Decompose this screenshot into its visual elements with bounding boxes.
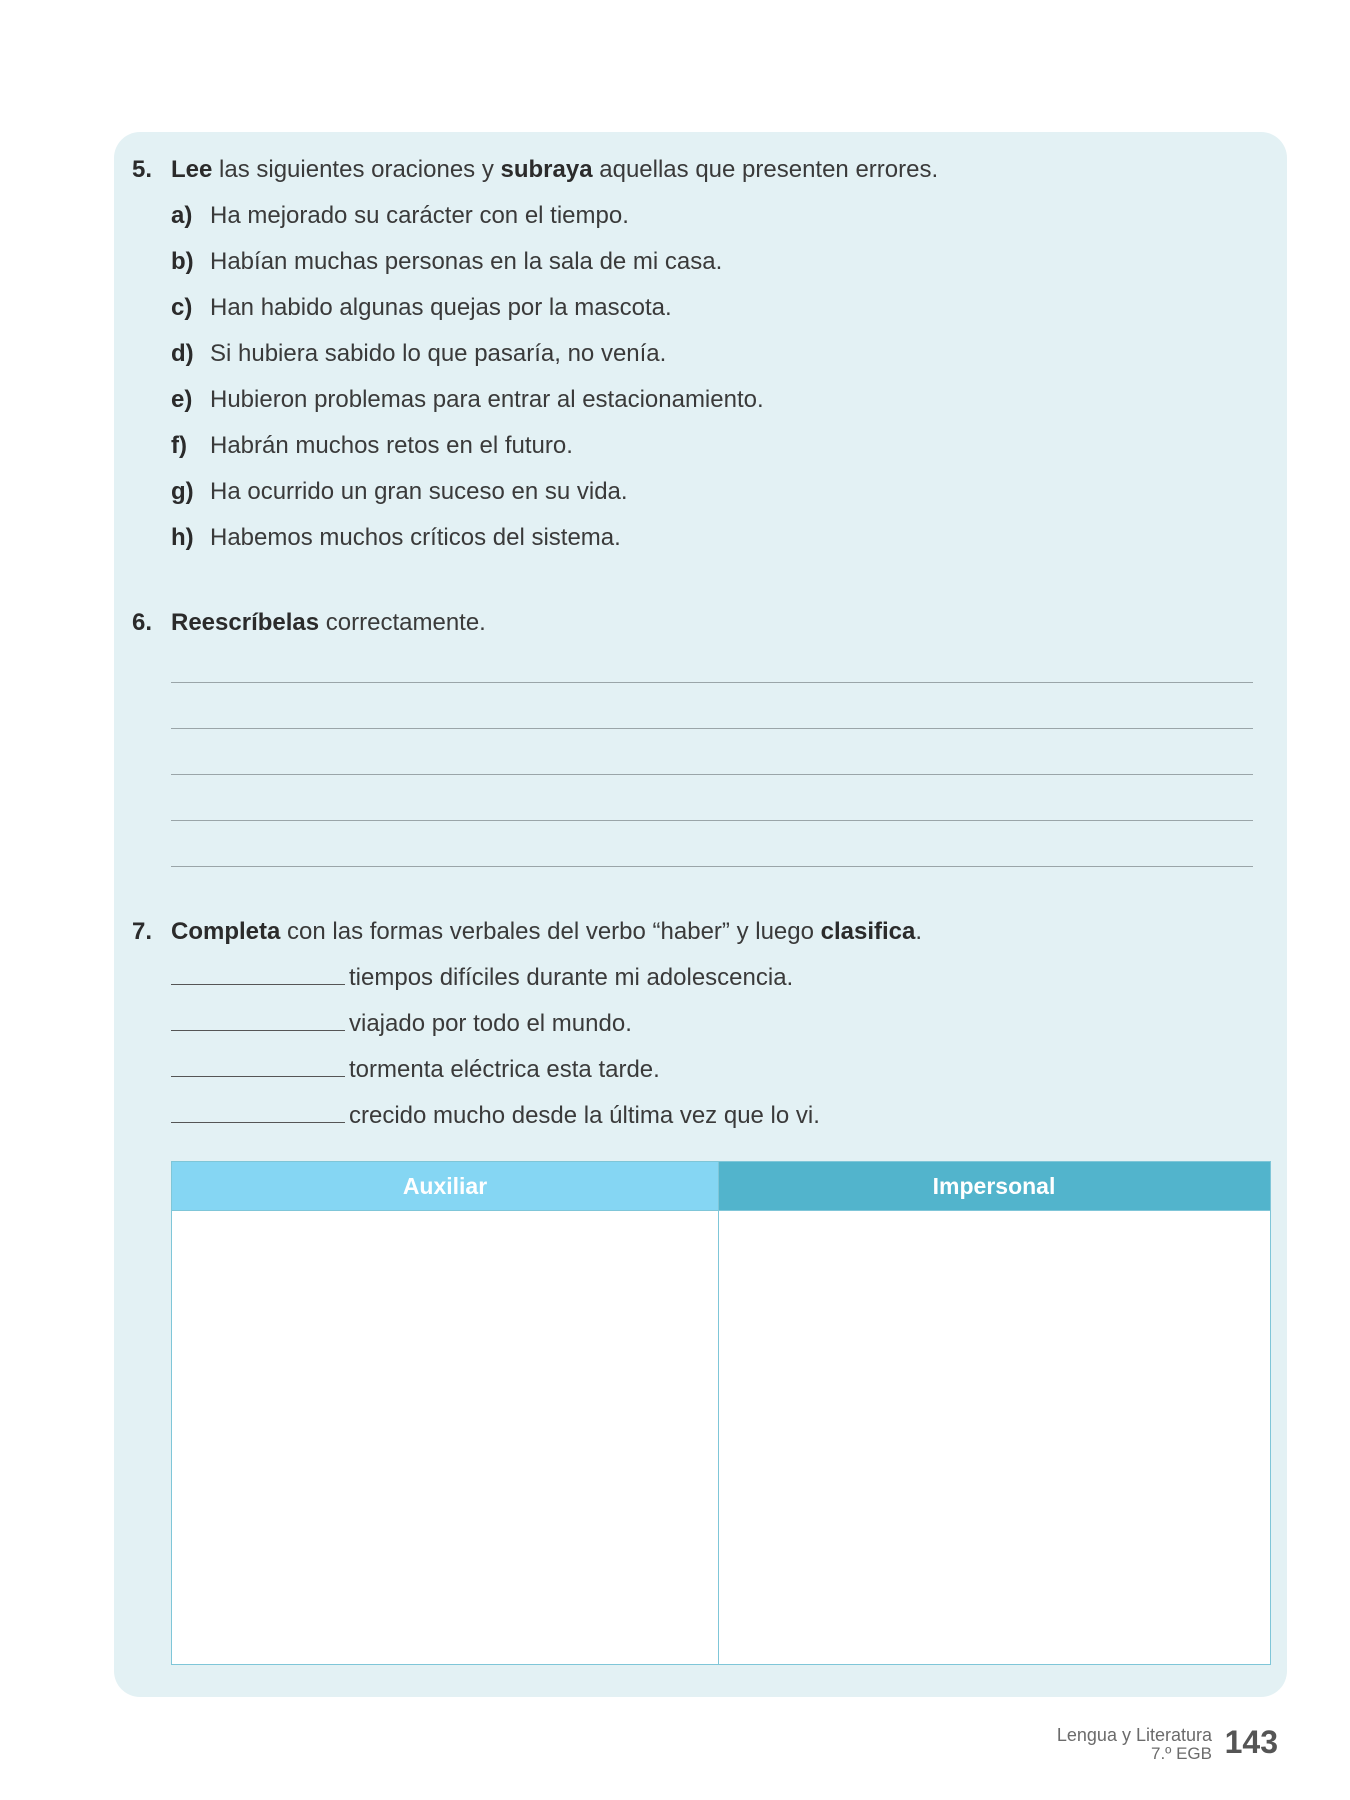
subject-label: Lengua y Literatura <box>1056 1725 1212 1745</box>
writing-line[interactable] <box>171 866 1253 867</box>
intro-segment: las siguientes oraciones y <box>212 156 501 183</box>
item-text: Habemos muchos críticos del sistema. <box>210 524 621 551</box>
list-item <box>171 385 764 415</box>
intro-segment: . <box>915 918 923 945</box>
list-item <box>171 523 621 553</box>
item-letter: b) <box>171 248 194 275</box>
item-text: Ha mejorado su carácter con el tiempo. <box>210 202 629 229</box>
item-letter: g) <box>171 478 194 505</box>
item-text: Han habido algunas quejas por la mascota. <box>210 294 672 321</box>
q6-bold: Reescríbelas <box>171 609 320 636</box>
blank-field[interactable] <box>171 1102 345 1123</box>
item-text: Ha ocurrido un gran suceso en su vida. <box>210 478 628 505</box>
fill-in-sentence <box>171 1009 632 1039</box>
blank-field[interactable] <box>171 964 345 985</box>
sentence-text: crecido mucho desde la última vez que lo vi. <box>349 1102 820 1129</box>
question-number: 7. <box>132 918 153 945</box>
blank-field[interactable] <box>171 1056 345 1077</box>
question-5-prompt <box>132 155 938 185</box>
item-letter: f) <box>171 432 187 459</box>
column-header-impersonal: Impersonal <box>718 1162 1270 1210</box>
sentence-text: tormenta eléctrica esta tarde. <box>349 1056 660 1083</box>
blank-field[interactable] <box>171 1010 345 1031</box>
intro-segment: clasifica <box>820 918 916 945</box>
header-divider <box>172 1210 1270 1211</box>
fill-in-sentence <box>171 1055 660 1085</box>
intro-segment: subraya <box>500 156 593 183</box>
list-item <box>171 293 672 323</box>
q7-intro <box>171 918 922 945</box>
q6-rest: correctamente. <box>319 609 486 636</box>
writing-line[interactable] <box>171 820 1253 821</box>
item-text: Hubieron problemas para entrar al estacionamiento. <box>210 386 764 413</box>
intro-segment: Completa <box>171 918 281 945</box>
grade-label: 7.º EGB <box>1150 1744 1212 1763</box>
sentence-text: viajado por todo el mundo. <box>349 1010 632 1037</box>
item-text: Habrán muchos retos en el futuro. <box>210 432 573 459</box>
question-number: 6. <box>132 609 153 636</box>
item-letter: c) <box>171 294 193 321</box>
q5-intro <box>171 156 938 183</box>
intro-segment: con las formas verbales del verbo “haber” y luego <box>280 918 821 945</box>
fill-in-sentence <box>171 1101 820 1131</box>
question-7-prompt <box>132 917 922 947</box>
question-number: 5. <box>132 156 153 183</box>
column-divider <box>718 1162 719 1664</box>
item-letter: a) <box>171 202 193 229</box>
list-item <box>171 477 628 507</box>
classification-table <box>171 1161 1271 1665</box>
writing-line[interactable] <box>171 774 1253 775</box>
column-header-auxiliar: Auxiliar <box>172 1162 718 1210</box>
writing-line[interactable] <box>171 728 1253 729</box>
page-number: 143 <box>1224 1724 1278 1760</box>
intro-segment: aquellas que presenten errores. <box>592 156 939 183</box>
list-item <box>171 201 629 231</box>
sentence-text: tiempos difíciles durante mi adolescencia. <box>349 964 794 991</box>
intro-segment: Lee <box>171 156 213 183</box>
list-item <box>171 339 666 369</box>
item-text: Habían muchas personas en la sala de mi casa. <box>210 248 723 275</box>
item-letter: e) <box>171 386 193 413</box>
question-6-prompt <box>132 608 486 638</box>
item-text: Si hubiera sabido lo que pasaría, no venía. <box>210 340 667 367</box>
fill-in-sentence <box>171 963 793 993</box>
item-letter: d) <box>171 340 194 367</box>
list-item <box>171 431 573 461</box>
writing-line[interactable] <box>171 682 1253 683</box>
list-item <box>171 247 722 277</box>
item-letter: h) <box>171 524 194 551</box>
